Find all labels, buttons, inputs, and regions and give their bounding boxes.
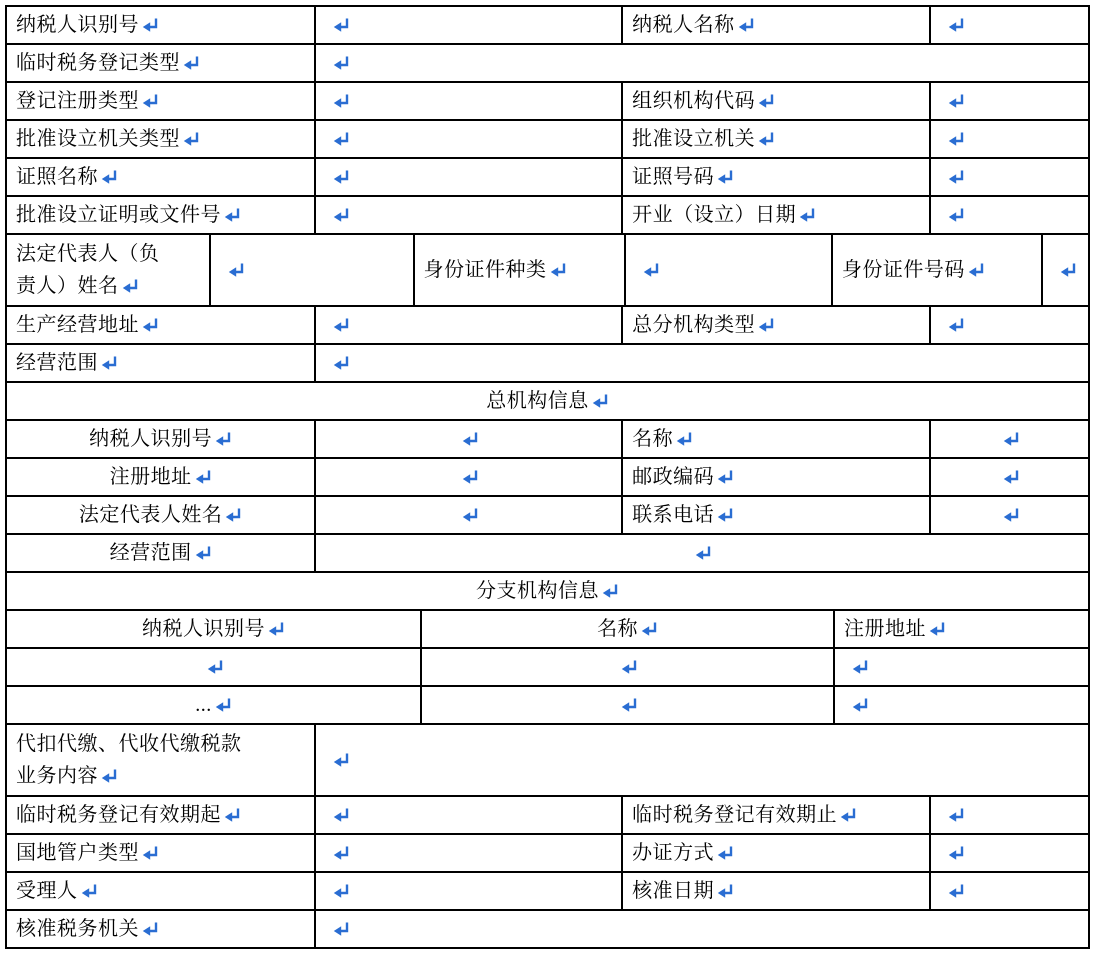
business-address-label-text: 生产经营地址 [16, 314, 139, 336]
approving-authority-label-text: 核准税务机关 [16, 918, 139, 940]
ho-business-scope-value[interactable] [316, 535, 1088, 571]
id-document-type-label-text: 身份证件种类 [423, 259, 547, 281]
taxpayer-id-value[interactable] [316, 7, 623, 43]
ho-name-label-text: 名称 [632, 428, 674, 450]
taxpayer-id-label-text: 纳税人识别号 [16, 14, 139, 36]
approval-authority-type-value-para [330, 123, 350, 155]
validity-start-value-para [330, 799, 350, 831]
return-mark-icon [1003, 508, 1020, 522]
return-mark-icon [948, 808, 965, 822]
business-scope-label [7, 345, 316, 381]
branch-row1-address[interactable] [835, 649, 1088, 685]
id-document-number-label [833, 235, 1043, 305]
branch-address-header [835, 611, 1088, 647]
license-name-label-para [16, 161, 118, 193]
ho-phone-value-para [1000, 499, 1020, 531]
legal-representative-name-label-text: 法定代表人（负责人）姓名 [16, 243, 160, 297]
return-mark-icon [717, 846, 734, 860]
ho-taxpayer-id-value[interactable] [316, 421, 623, 457]
branch-row2-ellipsis[interactable] [7, 687, 422, 723]
table-row [7, 383, 1088, 421]
return-mark-icon [142, 18, 159, 32]
ho-taxpayer-id-value-para [459, 423, 479, 455]
ho-business-scope-label [7, 535, 316, 571]
ho-registered-address-value[interactable] [316, 459, 623, 495]
certificate-method-label-para [632, 837, 734, 869]
ho-name-value-para [1000, 423, 1020, 455]
legal-representative-name-value[interactable] [211, 235, 414, 305]
org-code-label-text: 组织机构代码 [632, 90, 756, 112]
return-mark-icon [462, 508, 479, 522]
ho-registered-address-value-para [459, 461, 479, 493]
approval-document-number-value-para [330, 199, 350, 231]
admin-type-label-text: 国地管户类型 [16, 842, 139, 864]
table-row [7, 797, 1088, 835]
taxpayer-id-label [7, 7, 316, 43]
business-scope-value[interactable] [316, 345, 1088, 381]
branch-taxpayer-id-header-para [142, 613, 285, 645]
withholding-business-label-text: 代扣代缴、代收代缴税款业务内容 [16, 733, 242, 787]
return-mark-icon [333, 922, 350, 936]
taxpayer-name-label-para [632, 9, 755, 41]
return-mark-icon [1003, 432, 1020, 446]
id-document-number-label-text: 身份证件号码 [841, 259, 965, 281]
return-mark-icon [643, 263, 660, 277]
opening-date-value-para [945, 199, 965, 231]
license-number-label-para [632, 161, 734, 193]
certificate-method-label [623, 835, 931, 871]
return-mark-icon [948, 846, 965, 860]
return-mark-icon [333, 884, 350, 898]
return-mark-icon [183, 56, 200, 70]
ho-legal-representative-label [7, 497, 316, 533]
table-row [7, 535, 1088, 573]
return-mark-icon [968, 263, 985, 277]
head-office-section-header-text: 总机构信息 [486, 390, 589, 412]
head-office-section-header [7, 383, 1088, 419]
return-mark-icon [462, 432, 479, 446]
business-address-value-para [330, 309, 350, 341]
return-mark-icon [592, 394, 609, 408]
taxpayer-name-value[interactable] [931, 7, 1088, 43]
ho-taxpayer-id-label [7, 421, 316, 457]
id-document-type-label [415, 235, 627, 305]
ho-phone-label [623, 497, 931, 533]
return-mark-icon [550, 263, 567, 277]
id-document-number-value-para [1057, 254, 1077, 286]
ho-name-value[interactable] [931, 421, 1088, 457]
ho-taxpayer-id-label-para [89, 423, 232, 455]
table-row [7, 7, 1088, 45]
ho-registered-address-label-text: 注册地址 [109, 466, 192, 488]
return-mark-icon [717, 884, 734, 898]
return-mark-icon [758, 132, 775, 146]
opening-date-value[interactable] [931, 197, 1088, 233]
branch-row1-address-para [849, 651, 869, 683]
table-row [7, 45, 1088, 83]
return-mark-icon [195, 546, 212, 560]
approval-authority-value[interactable] [931, 121, 1088, 157]
return-mark-icon [224, 208, 241, 222]
return-mark-icon [717, 470, 734, 484]
registration-type-value-para [330, 85, 350, 117]
validity-end-label-para [632, 799, 857, 831]
business-scope-value-para [330, 347, 350, 379]
return-mark-icon [81, 884, 98, 898]
return-mark-icon [948, 208, 965, 222]
table-row [7, 307, 1088, 345]
license-name-label-text: 证照名称 [16, 166, 98, 188]
return-mark-icon [333, 94, 350, 108]
return-mark-icon [101, 356, 118, 370]
id-document-number-label-para [842, 254, 985, 286]
registration-form-table [5, 5, 1090, 949]
validity-start-label-para [16, 799, 241, 831]
branch-row2-ellipsis-para [195, 689, 232, 721]
branch-row2-name-para [618, 689, 638, 721]
approval-authority-label-para [632, 123, 775, 155]
head-branch-type-value[interactable] [931, 307, 1088, 343]
certificate-method-label-text: 办证方式 [632, 842, 715, 864]
approval-date-value[interactable] [931, 873, 1088, 909]
approval-authority-type-label-text: 批准设立机关类型 [16, 128, 180, 150]
table-row [7, 459, 1088, 497]
table-row [7, 873, 1088, 911]
return-mark-icon [142, 94, 159, 108]
validity-start-label-text: 临时税务登记有效期起 [16, 804, 221, 826]
business-scope-label-para [16, 347, 118, 379]
return-mark-icon [122, 279, 139, 293]
org-code-label-para [632, 85, 775, 117]
temp-registration-type-value-para [330, 47, 350, 79]
return-mark-icon [799, 208, 816, 222]
table-row [7, 573, 1088, 611]
table-row [7, 497, 1088, 535]
validity-end-value[interactable] [931, 797, 1088, 833]
ho-phone-label-para [632, 499, 734, 531]
approval-document-number-label [7, 197, 316, 233]
return-mark-icon [224, 808, 241, 822]
temp-registration-type-value[interactable] [316, 45, 1088, 81]
acceptor-value[interactable] [316, 873, 623, 909]
ho-phone-value[interactable] [931, 497, 1088, 533]
ho-name-label [623, 421, 931, 457]
taxpayer-name-value-para [945, 9, 965, 41]
branch-row1-taxpayer-id-para [204, 651, 224, 683]
return-mark-icon [602, 584, 619, 598]
license-number-label [623, 159, 931, 195]
org-code-label [623, 83, 931, 119]
branch-address-header-para [844, 613, 946, 645]
table-row [7, 121, 1088, 159]
head-branch-type-label-para [632, 309, 775, 341]
approval-authority-label [623, 121, 931, 157]
branch-address-header-text: 注册地址 [844, 618, 927, 640]
approval-authority-type-label [7, 121, 316, 157]
table-row [7, 421, 1088, 459]
branch-row2-ellipsis-text: ... [195, 694, 212, 716]
acceptor-label [7, 873, 316, 909]
license-number-value-para [945, 161, 965, 193]
ho-postal-code-value[interactable] [931, 459, 1088, 495]
return-mark-icon [207, 660, 224, 674]
return-mark-icon [101, 170, 118, 184]
certificate-method-value-para [945, 837, 965, 869]
ho-legal-representative-value-para [459, 499, 479, 531]
taxpayer-name-label-text: 纳税人名称 [632, 14, 735, 36]
return-mark-icon [676, 432, 693, 446]
return-mark-icon [333, 846, 350, 860]
return-mark-icon [333, 318, 350, 332]
branch-row2-name[interactable] [422, 687, 835, 723]
branch-taxpayer-id-header-text: 纳税人识别号 [142, 618, 266, 640]
return-mark-icon [621, 660, 638, 674]
opening-date-label [623, 197, 931, 233]
validity-start-label [7, 797, 316, 833]
branch-section-header-para [476, 575, 619, 607]
ho-postal-code-label-text: 邮政编码 [632, 466, 715, 488]
return-mark-icon [738, 18, 755, 32]
return-mark-icon [225, 508, 242, 522]
table-row [7, 835, 1088, 873]
branch-row1-taxpayer-id[interactable] [7, 649, 422, 685]
return-mark-icon [1003, 470, 1020, 484]
return-mark-icon [142, 846, 159, 860]
return-mark-icon [268, 622, 285, 636]
id-document-type-label-para [424, 254, 567, 286]
acceptor-label-text: 受理人 [16, 880, 78, 902]
return-mark-icon [948, 94, 965, 108]
admin-type-label [7, 835, 316, 871]
branch-taxpayer-id-header [7, 611, 422, 647]
withholding-business-value-para [330, 744, 350, 776]
withholding-business-value[interactable] [316, 725, 1088, 795]
admin-type-label-para [16, 837, 159, 869]
ho-name-label-para [632, 423, 693, 455]
approval-date-value-para [945, 875, 965, 907]
legal-representative-name-label-para [16, 238, 168, 302]
return-mark-icon [948, 18, 965, 32]
return-mark-icon [333, 356, 350, 370]
ho-business-scope-label-para [110, 537, 212, 569]
business-scope-label-text: 经营范围 [16, 352, 98, 374]
business-address-value[interactable] [316, 307, 623, 343]
legal-representative-name-label [7, 235, 211, 305]
approving-authority-value-para [330, 913, 350, 945]
table-row [7, 345, 1088, 383]
return-mark-icon [183, 132, 200, 146]
legal-representative-name-value-para [225, 254, 245, 286]
business-address-label [7, 307, 316, 343]
ho-legal-representative-value[interactable] [316, 497, 623, 533]
table-row [7, 911, 1088, 947]
registration-type-label-para [16, 85, 159, 117]
ho-registered-address-label-para [110, 461, 212, 493]
acceptor-label-para [16, 875, 98, 907]
validity-end-value-para [945, 799, 965, 831]
table-row [7, 649, 1088, 687]
branch-row1-name[interactable] [422, 649, 835, 685]
head-branch-type-label-text: 总分机构类型 [632, 314, 756, 336]
return-mark-icon [333, 56, 350, 70]
approving-authority-value[interactable] [316, 911, 1088, 947]
admin-type-value[interactable] [316, 835, 623, 871]
temp-registration-type-label-text: 临时税务登记类型 [16, 52, 180, 74]
branch-name-header-text: 名称 [597, 618, 639, 640]
validity-end-label-text: 临时税务登记有效期止 [632, 804, 838, 826]
approval-document-number-label-para [16, 199, 241, 231]
license-number-value[interactable] [931, 159, 1088, 195]
temp-registration-type-label [7, 45, 316, 81]
branch-section-header-text: 分支机构信息 [476, 580, 599, 602]
taxpayer-name-label [623, 7, 931, 43]
validity-end-label [623, 797, 931, 833]
branch-row2-address-para [849, 689, 869, 721]
table-row [7, 687, 1088, 725]
withholding-business-label [7, 725, 316, 795]
return-mark-icon [758, 94, 775, 108]
return-mark-icon [758, 318, 775, 332]
return-mark-icon [101, 769, 118, 783]
return-mark-icon [333, 132, 350, 146]
taxpayer-id-label-para [16, 9, 159, 41]
table-row [7, 611, 1088, 649]
license-number-label-text: 证照号码 [632, 166, 715, 188]
return-mark-icon [948, 318, 965, 332]
ho-business-scope-value-para [692, 537, 712, 569]
acceptor-value-para [330, 875, 350, 907]
approval-document-number-label-text: 批准设立证明或文件号 [16, 204, 221, 226]
ho-postal-code-label [623, 459, 931, 495]
return-mark-icon [333, 18, 350, 32]
return-mark-icon [462, 470, 479, 484]
ho-business-scope-label-text: 经营范围 [109, 542, 192, 564]
return-mark-icon [215, 698, 232, 712]
table-row [7, 197, 1088, 235]
branch-row1-name-para [618, 651, 638, 683]
head-office-section-header-para [486, 385, 609, 417]
withholding-business-label-para [16, 728, 248, 792]
temp-registration-type-label-para [16, 47, 200, 79]
approval-authority-label-text: 批准设立机关 [632, 128, 756, 150]
return-mark-icon [948, 170, 965, 184]
return-mark-icon [333, 808, 350, 822]
table-row [7, 159, 1088, 197]
approval-authority-type-value[interactable] [316, 121, 623, 157]
return-mark-icon [948, 132, 965, 146]
table-row [7, 725, 1088, 797]
return-mark-icon [840, 808, 857, 822]
license-name-value-para [330, 161, 350, 193]
registration-type-label [7, 83, 316, 119]
license-name-label [7, 159, 316, 195]
approving-authority-label-para [16, 913, 159, 945]
return-mark-icon [215, 432, 232, 446]
return-mark-icon [621, 698, 638, 712]
return-mark-icon [195, 470, 212, 484]
opening-date-label-para [632, 199, 816, 231]
ho-legal-representative-label-text: 法定代表人姓名 [78, 504, 223, 526]
return-mark-icon [929, 622, 946, 636]
ho-postal-code-value-para [1000, 461, 1020, 493]
certificate-method-value[interactable] [931, 835, 1088, 871]
validity-start-value[interactable] [316, 797, 623, 833]
return-mark-icon [852, 698, 869, 712]
branch-name-header-para [597, 613, 658, 645]
id-document-number-value[interactable] [1043, 235, 1088, 305]
id-document-type-value-para [640, 254, 660, 286]
business-address-label-para [16, 309, 159, 341]
approval-date-label-text: 核准日期 [632, 880, 715, 902]
return-mark-icon [333, 753, 350, 767]
branch-section-header [7, 573, 1088, 609]
taxpayer-id-value-para [330, 9, 350, 41]
ho-legal-representative-label-para [79, 499, 243, 531]
admin-type-value-para [330, 837, 350, 869]
return-mark-icon [142, 922, 159, 936]
approving-authority-label [7, 911, 316, 947]
ho-postal-code-label-para [632, 461, 734, 493]
return-mark-icon [1060, 263, 1077, 277]
table-row [7, 83, 1088, 121]
ho-taxpayer-id-label-text: 纳税人识别号 [89, 428, 213, 450]
return-mark-icon [641, 622, 658, 636]
id-document-type-value[interactable] [626, 235, 832, 305]
return-mark-icon [228, 263, 245, 277]
return-mark-icon [333, 208, 350, 222]
approval-authority-type-label-para [16, 123, 200, 155]
opening-date-label-text: 开业（设立）日期 [632, 204, 797, 226]
return-mark-icon [717, 508, 734, 522]
table-row [7, 235, 1088, 307]
return-mark-icon [948, 884, 965, 898]
return-mark-icon [717, 170, 734, 184]
license-name-value[interactable] [316, 159, 623, 195]
approval-authority-value-para [945, 123, 965, 155]
branch-row2-address[interactable] [835, 687, 1088, 723]
head-branch-type-value-para [945, 309, 965, 341]
head-branch-type-label [623, 307, 931, 343]
ho-phone-label-text: 联系电话 [632, 504, 715, 526]
approval-date-label [623, 873, 931, 909]
approval-document-number-value[interactable] [316, 197, 623, 233]
return-mark-icon [695, 546, 712, 560]
approval-date-label-para [632, 875, 734, 907]
registration-type-value[interactable] [316, 83, 623, 119]
registration-type-label-text: 登记注册类型 [16, 90, 139, 112]
org-code-value[interactable] [931, 83, 1088, 119]
branch-name-header [422, 611, 835, 647]
return-mark-icon [333, 170, 350, 184]
return-mark-icon [852, 660, 869, 674]
org-code-value-para [945, 85, 965, 117]
ho-registered-address-label [7, 459, 316, 495]
return-mark-icon [142, 318, 159, 332]
